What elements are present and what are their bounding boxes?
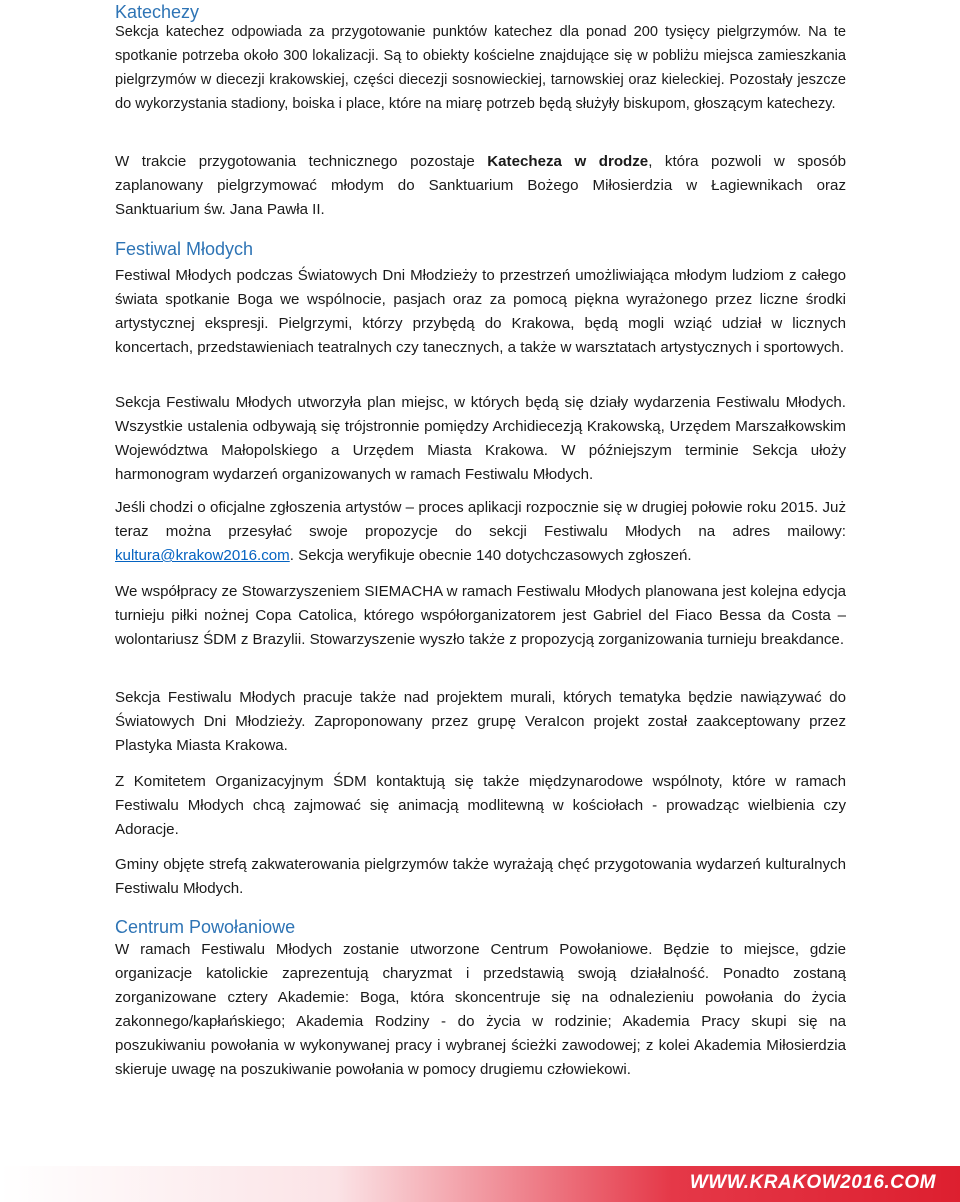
footer-banner <box>0 1166 960 1202</box>
paragraph-festiwal-7: Gminy objęte strefą zakwaterowania pielgrzymów także wyrażają chęć przygotowania wydarzeń kulturalnych Festiwalu Młodych. <box>115 856 846 897</box>
section-heading-festiwal: Festiwal Młodych <box>115 239 254 259</box>
paragraph-katechezy-2 <box>115 150 846 222</box>
section-heading-centrum: Centrum Powołaniowe <box>115 917 296 937</box>
text-fragment: . Sekcja weryfikuje obecnie 140 dotychczasowych zgłoszeń. <box>289 547 692 564</box>
text-fragment: W trakcie przygotowania technicznego pozostaje <box>115 153 488 170</box>
paragraph-festiwal-2: Sekcja Festiwalu Młodych utworzyła plan miejsc, w których będą się działy wydarzenia Festiwalu Młodych. Wszystkie ustalenia odbywają się trójstronnie pomiędzy Archidiecezją Krakowską, Urzędem Marszałkowskim Województwa Małopolskiego a Urzędem Miasta Krakowa. W późniejszym terminie Sekcja ułoży harmonogram wydarzeń organizowanych w ramach Festiwalu Młodych. <box>115 394 846 483</box>
email-link[interactable]: kultura@krakow2016.com <box>115 547 290 564</box>
paragraph-festiwal-6: Z Komitetem Organizacyjnym ŚDM kontaktują się także międzynarodowe wspólnoty, które w ramach Festiwalu Młodych chcą zajmować się animacją modlitewną w kościołach - prowadząc wielbienia czy Adoracje. <box>115 773 846 838</box>
paragraph-katechezy-1: Sekcja katechez odpowiada za przygotowanie punktów katechez dla ponad 200 tysięcy pielgrzymów. Na te spotkanie potrzeba około 300 lokalizacji. Są to obiekty kościelne znajdujące się w pobliżu miejsca zamieszkania pielgrzymów w diecezji krakowskiej, części diecezji sosnowieckiej, tarnowskiej oraz kieleckiej. Pozostały jeszcze do wykorzystania stadiony, boiska i place, które na miarę potrzeb będą służyły biskupom, głoszącym katechezy. <box>115 24 846 112</box>
paragraph-festiwal-4: We współpracy ze Stowarzyszeniem SIEMACHA w ramach Festiwalu Młodych planowana jest kolejna edycja turnieju piłki nożnej Copa Catolica, którego współorganizatorem jest Gabriel del Fiaco Bessa da Costa – wolontariusz ŚDM z Brazylii. Stowarzyszenie wyszło także z propozycją zorganizowania turnieju breakdance. <box>115 583 846 648</box>
text-fragment: Jeśli chodzi o oficjalne zgłoszenia artystów – proces aplikacji rozpocznie się w drugiej połowie roku 2015. Już teraz można przesyłać swoje propozycje do sekcji Festiwalu Młodych na adres mailowy: <box>115 499 846 540</box>
bold-term-katecheza-w-drodze: Katecheza w drodze <box>487 153 649 170</box>
text-fragment: , która pozwoli w sposób zaplanowany pielgrzymować młodym do Sanktuarium Bożego Miłosierdzia w Łagiewnikach oraz Sanktuarium św. Jana Pawła II. <box>115 153 846 218</box>
paragraph-festiwal-1: Festiwal Młodych podczas Światowych Dni Młodzieży to przestrzeń umożliwiająca młodym ludziom z całego świata spotkanie Boga we wspólnocie, pasjach oraz za pomocą piękna wyrażonego przez liczne środki artystycznej ekspresji. Pielgrzymi, którzy przybędą do Krakowa, będą mogli wziąć udział w licznych koncertach, przedstawieniach teatralnych czy tanecznych, a także w warsztatach artystycznych i sportowych. <box>115 267 846 356</box>
paragraph-festiwal-3 <box>115 496 846 568</box>
footer-url-logo[interactable]: WWW.KRAKOW2016.COM <box>689 1172 936 1193</box>
paragraph-centrum-1: W ramach Festiwalu Młodych zostanie utworzone Centrum Powołaniowe. Będzie to miejsce, gdzie organizacje katolickie zaprezentują charyzmat i przedstawią swoją działalność. Ponadto zostaną zorganizowane cztery Akademie: Boga, która skoncentruje się na odnalezieniu powołania do życia zakonnego/kapłańskiego; Akademia Rodziny - do życia w rodzinie; Akademia Pracy skupi się na poszukiwaniu powołania w wykonywanej pracy i wybranej ścieżki zawodowej; z kolei Akademia Miłosierdzia skieruje uwagę na poszukiwanie powołania w pomocy drugiemu człowiekowi. <box>115 941 846 1078</box>
paragraph-festiwal-5: Sekcja Festiwalu Młodych pracuje także nad projektem murali, których tematyka będzie nawiązywać do Światowych Dni Młodzieży. Zaproponowany przez grupę VeraIcon projekt został zaakceptowany przez Plastyka Miasta Krakowa. <box>115 689 846 754</box>
section-heading-katechezy: Katechezy <box>115 2 200 22</box>
